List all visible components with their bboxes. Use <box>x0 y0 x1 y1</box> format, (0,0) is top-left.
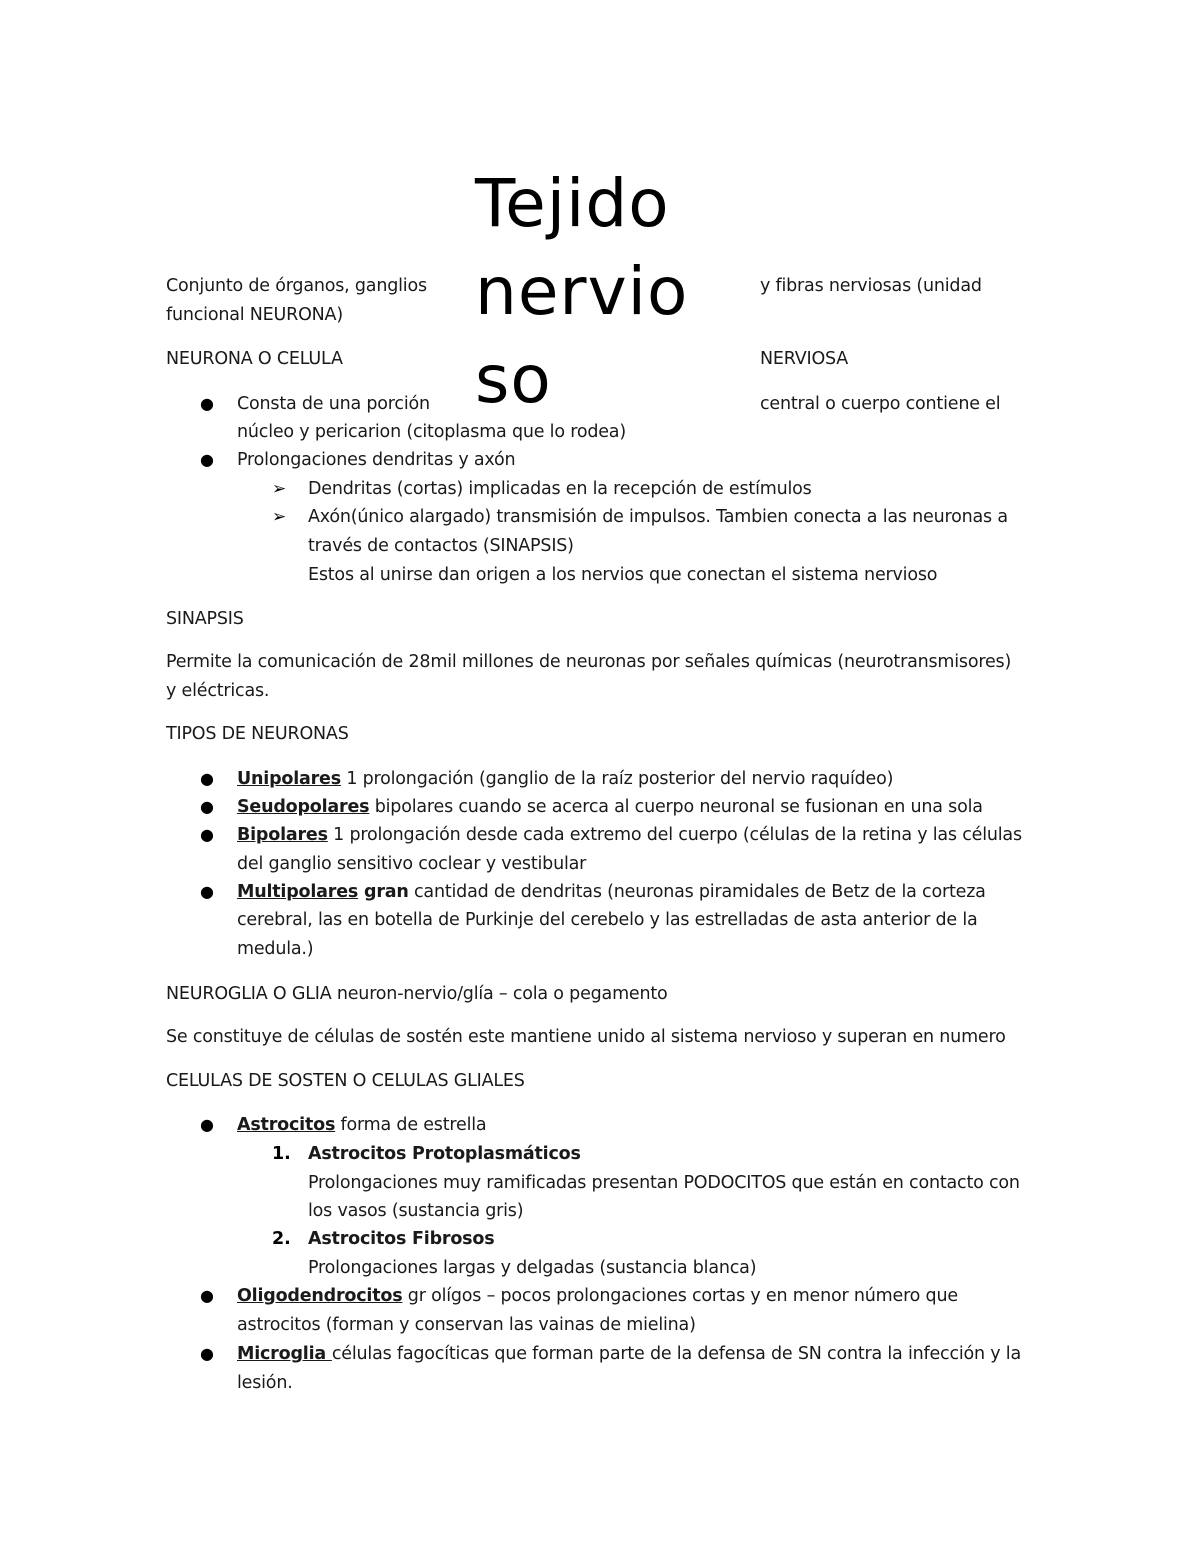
tipo-bipolares-line-2: del ganglio sensitivo coclear y vestibular <box>237 854 587 874</box>
term: Astrocitos <box>237 1115 336 1135</box>
astrocitos-item <box>237 1114 486 1136</box>
tipo-unipolares <box>237 768 893 790</box>
bullet-icon: ● <box>200 1286 214 1305</box>
neurona-item-1-right: central o cuerpo contiene el <box>760 394 1001 414</box>
neuroglia-text: Se constituye de células de sostén este mantiene unido al sistema nervioso y superan en numero <box>166 1027 1006 1047</box>
arrow-bullet-icon: ➢ <box>272 507 287 527</box>
desc: 1 prolongación (ganglio de la raíz posterior del nervio raquídeo) <box>340 769 894 789</box>
tipo-bipolares <box>237 824 1022 846</box>
list-number: 1. <box>272 1144 291 1164</box>
tipo-seudopolares <box>237 796 983 818</box>
subtype-1-line-1: Prolongaciones muy ramificadas presentan PODOCITOS que están en contacto con <box>308 1173 1020 1193</box>
subtype-2-name: Astrocitos Fibrosos <box>308 1229 495 1249</box>
oligo-item <box>237 1285 958 1307</box>
term: Microglia <box>237 1344 332 1364</box>
title-line-3: so <box>475 341 552 418</box>
intro-right: y fibras nerviosas (unidad <box>760 276 982 296</box>
term: Bipolares <box>237 825 328 845</box>
intro-left: Conjunto de órganos, ganglios <box>166 276 427 296</box>
neurona-item-1-line-2: núcleo y pericarion (citoplasma que lo rodea) <box>237 422 626 442</box>
term: Oligodendrocitos <box>237 1286 403 1306</box>
list-number: 2. <box>272 1229 291 1249</box>
page-title <box>475 160 688 424</box>
prolongacion-item-2-line-2: través de contactos (SINAPSIS) <box>308 536 574 556</box>
subtype-2-line-1: Prolongaciones largas y delgadas (sustancia blanca) <box>308 1258 757 1278</box>
term: Seudopolares <box>237 797 370 817</box>
desc: bipolares cuando se acerca al cuerpo neuronal se fusionan en una sola <box>369 797 983 817</box>
celulas-heading: CELULAS DE SOSTEN O CELULAS GLIALES <box>166 1071 525 1091</box>
bullet-icon: ● <box>200 1344 214 1363</box>
intro-line-2: funcional NEURONA) <box>166 305 343 325</box>
bold-word: gran <box>358 882 409 902</box>
title-line-1: Tejido <box>475 165 670 242</box>
tipo-multipolares-line-3: medula.) <box>237 939 314 959</box>
prolongacion-item-2-line-3: Estos al unirse dan origen a los nervios que conectan el sistema nervioso <box>308 565 938 585</box>
tipos-heading: TIPOS DE NEURONAS <box>166 724 349 744</box>
neurona-heading-left: NEURONA O CELULA <box>166 349 343 369</box>
neurona-item-1-left: Consta de una porción <box>237 394 430 414</box>
subtype-1-line-2: los vasos (sustancia gris) <box>308 1201 524 1221</box>
desc: gr olígos – pocos prolongaciones cortas y en menor número que <box>402 1286 958 1306</box>
tipo-multipolares <box>237 881 986 903</box>
subtype-1-name: Astrocitos Protoplasmáticos <box>308 1144 581 1164</box>
microglia-item <box>237 1343 1021 1365</box>
bullet-icon: ● <box>200 797 214 816</box>
sinapsis-line-1: Permite la comunicación de 28mil millones de neuronas por señales químicas (neurotransmisores) <box>166 652 1012 672</box>
title-line-2: nervio <box>475 253 689 330</box>
desc: forma de estrella <box>335 1115 487 1135</box>
term: Unipolares <box>237 769 341 789</box>
microglia-line-2: lesión. <box>237 1373 293 1393</box>
neurona-heading-right: NERVIOSA <box>760 349 849 369</box>
sinapsis-heading: SINAPSIS <box>166 609 244 629</box>
sinapsis-line-2: y eléctricas. <box>166 681 270 701</box>
desc: células fagocíticas que forman parte de la defensa de SN contra la infección y la <box>331 1344 1021 1364</box>
prolongacion-item-2: Axón(único alargado) transmisión de impulsos. Tambien conecta a las neuronas a <box>308 507 1008 527</box>
term: Multipolares <box>237 882 359 902</box>
neurona-item-2: Prolongaciones dendritas y axón <box>237 450 516 470</box>
bullet-icon: ● <box>200 394 214 413</box>
oligo-line-2: astrocitos (forman y conservan las vainas de mielina) <box>237 1315 696 1335</box>
arrow-bullet-icon: ➢ <box>272 479 287 499</box>
bullet-icon: ● <box>200 882 214 901</box>
desc: 1 prolongación desde cada extremo del cuerpo (células de la retina y las células <box>327 825 1022 845</box>
bullet-icon: ● <box>200 1115 214 1134</box>
bullet-icon: ● <box>200 450 214 469</box>
bullet-icon: ● <box>200 825 214 844</box>
desc: cantidad de dendritas (neuronas piramidales de Betz de la corteza <box>408 882 986 902</box>
neuroglia-heading: NEUROGLIA O GLIA neuron-nervio/glía – cola o pegamento <box>166 984 668 1004</box>
prolongacion-item-1: Dendritas (cortas) implicadas en la recepción de estímulos <box>308 479 812 499</box>
tipo-multipolares-line-2: cerebral, las en botella de Purkinje del cerebelo y las estrelladas de asta anterior de la <box>237 910 978 930</box>
bullet-icon: ● <box>200 769 214 788</box>
